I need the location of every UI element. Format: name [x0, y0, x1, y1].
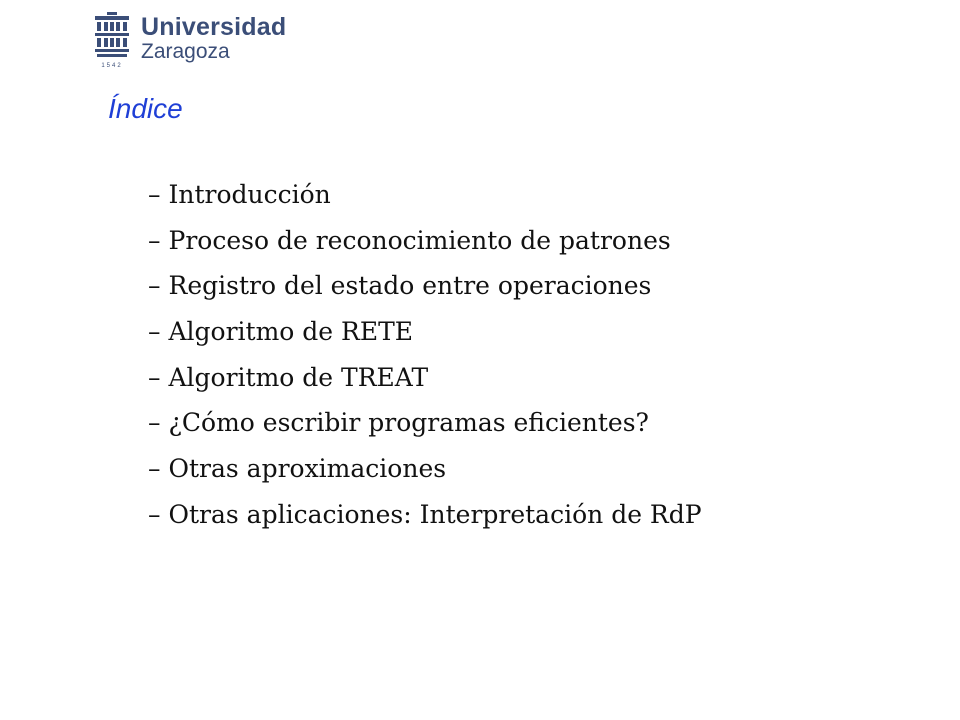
list-item-text: Otras aplicaciones: Interpretación de RdP [168, 499, 702, 529]
bullet-dash: – [148, 225, 161, 255]
list-item [148, 492, 702, 538]
university-logo [93, 12, 286, 70]
bullet-dash: – [148, 499, 161, 529]
list-item-text: Algoritmo de RETE [168, 317, 414, 347]
bullet-dash: – [148, 408, 161, 438]
logo-name-line2: Zaragoza [141, 40, 230, 63]
list-item [148, 218, 702, 264]
list-item [148, 400, 702, 446]
list-item-text: Registro del estado entre operaciones [168, 271, 652, 301]
list-item [148, 309, 702, 355]
list-item-text: Otras aproximaciones [168, 454, 447, 484]
list-item-text: Introducción [168, 180, 331, 209]
bullet-dash: – [148, 271, 161, 301]
bullet-dash: – [148, 317, 161, 347]
logo-name-line1: Universidad [141, 13, 287, 41]
list-item-text: Proceso de reconocimiento de patrones [168, 225, 671, 255]
list-item [148, 446, 702, 492]
bullet-dash: – [148, 180, 161, 209]
list-item-text: ¿Cómo escribir programas eficientes? [168, 408, 649, 438]
seal-year: 1542 [101, 63, 123, 69]
bullet-dash: – [148, 454, 161, 484]
university-seal-icon [93, 12, 131, 70]
slide-title: Índice [108, 93, 183, 124]
list-item [148, 263, 702, 309]
list-item [148, 172, 702, 218]
index-list [148, 172, 702, 538]
list-item [148, 355, 702, 401]
list-item-text: Algoritmo de TREAT [168, 362, 429, 392]
bullet-dash: – [148, 362, 161, 392]
